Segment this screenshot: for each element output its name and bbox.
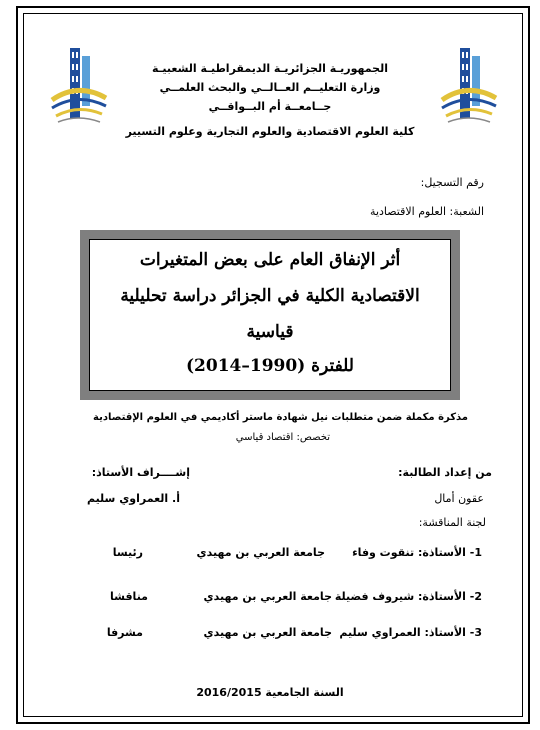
memo-text: مذكرة مكملة ضمن متطلبات نيل شهادة ماستر أكاديمي في العلوم الإقتصادية xyxy=(93,412,468,423)
committee-role-1: رئيسا xyxy=(112,546,143,559)
supervisor-label: إشــــراف الأستاذ: xyxy=(91,466,190,479)
registration-label: رقم التسجيل: xyxy=(420,176,484,189)
committee-university-3: جامعة العربي بن مهيدي xyxy=(203,626,332,639)
title-line-3: قياسية xyxy=(246,322,294,342)
student-label: من إعداد الطالبة: xyxy=(398,466,492,479)
faculty-name: كلية العلوم الاقتصادية والعلوم التجارية وعلوم التسيير xyxy=(125,125,415,138)
committee-member-1: 1- الأستاذة: تنقوت وفاء xyxy=(352,546,482,559)
supervisor-name: أ. العمراوي سليم xyxy=(86,492,180,505)
specialty-label: تخصص: اقتصاد قياسي xyxy=(235,432,330,443)
university-name: جــامعــة أم البــواقــي xyxy=(208,100,332,113)
branch-label: الشعبة: العلوم الاقتصادية xyxy=(370,205,484,218)
committee-member-3: 3- الأستاذ: العمراوي سليم xyxy=(339,626,482,639)
title-box xyxy=(89,239,451,391)
committee-role-3: مشرفا xyxy=(106,626,143,639)
title-line-2: الاقتصادية الكلية في الجزائر دراسة تحليلية xyxy=(120,286,420,306)
committee-member-2: 2- الأستاذة: شيروف فضيلة xyxy=(334,590,482,603)
committee-university-2: جامعة العربي بن مهيدي xyxy=(203,590,332,603)
academic-year: السنة الجامعية 2016/2015 xyxy=(196,686,344,699)
title-line-1: أثر الإنفاق العام على بعض المتغيرات xyxy=(139,250,401,270)
title-box-shadow xyxy=(80,230,460,400)
committee-label: لجنة المناقشة: xyxy=(418,516,486,529)
university-logo-left-icon xyxy=(48,42,110,132)
university-logo-right-icon xyxy=(438,42,500,132)
student-name: عقون أمال xyxy=(434,492,484,505)
ministry-name: وزارة التعليــم العــالــي والبحث العلمــي xyxy=(159,81,381,94)
republic-name: الجمهوريـة الجزائريـة الديمقراطيـة الشعبيـة xyxy=(151,62,388,75)
title-line-4: للفترة (1990–2014) xyxy=(186,356,354,376)
committee-role-2: مناقشا xyxy=(110,590,148,603)
committee-university-1: جامعة العربي بن مهيدي xyxy=(196,546,325,559)
